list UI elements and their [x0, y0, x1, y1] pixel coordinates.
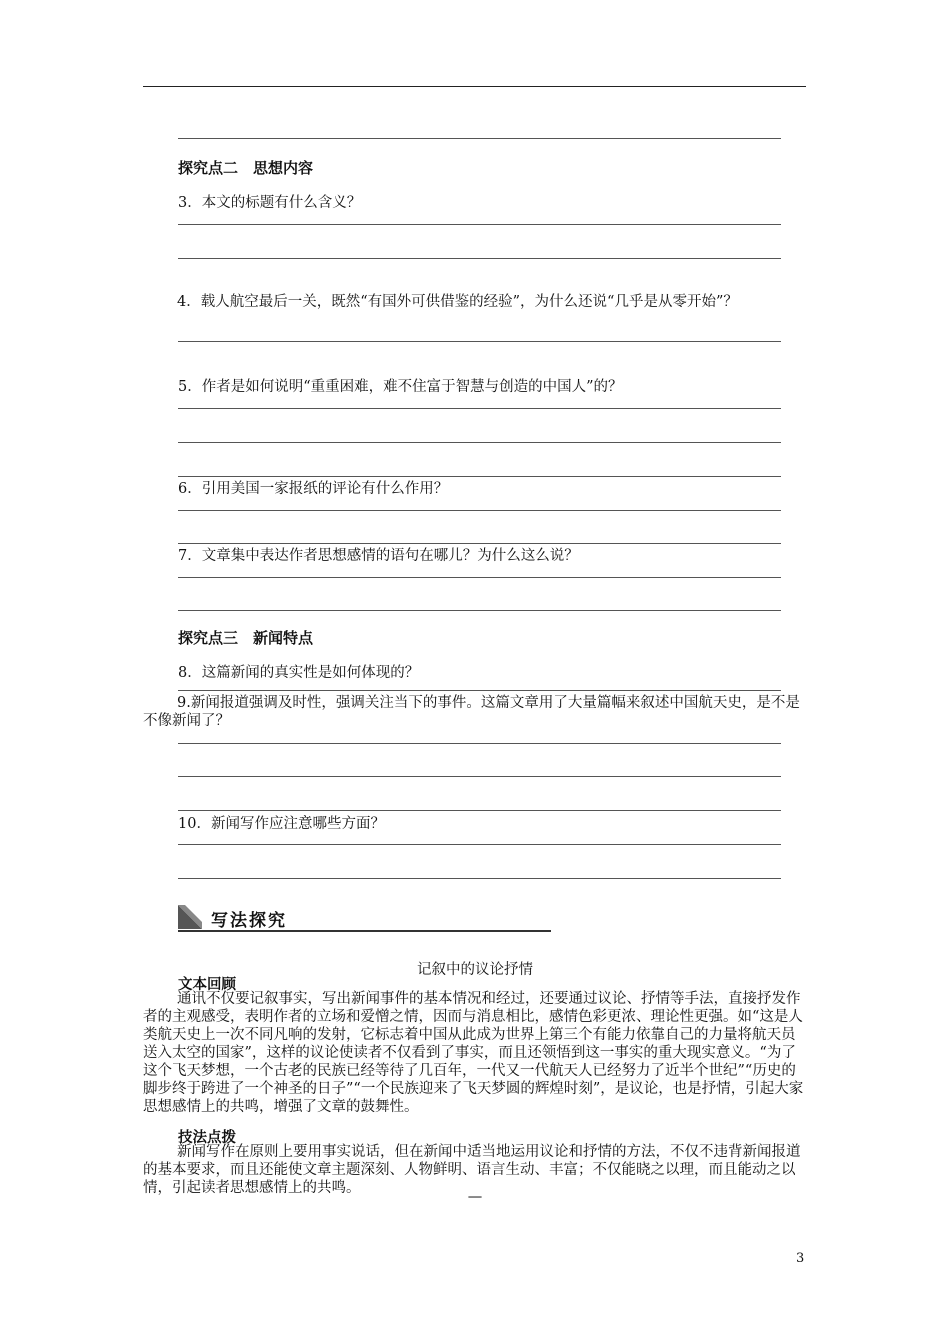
- answer-line: [178, 510, 781, 511]
- tips-paragraph: 新闻写作在原则上要用事实说话，但在新闻中适当地运用议论和抒情的方法，不仅不违背新闻报道的基本要求，而且还能使文章主题深刻、人物鲜明、语言生动、丰富；不仅能晓之以理，而且能动之以情，引起读者思想感情上的共鸣。: [143, 1144, 801, 1196]
- answer-line: [178, 844, 781, 845]
- question-5: 5．作者是如何说明“重重困难，难不住富于智慧与创造的中国人”的？: [178, 379, 623, 395]
- banner-underline: [178, 930, 551, 932]
- banner-title: 写法探究: [211, 911, 287, 931]
- answer-line: [178, 408, 781, 409]
- dash-mark: —: [467, 1189, 483, 1205]
- question-6: 6．引用美国一家报纸的评论有什么作用？: [178, 481, 449, 497]
- corner-triangle-icon: [178, 905, 202, 929]
- question-10: 10．新闻写作应注意哪些方面？: [178, 816, 385, 832]
- page-number: 3: [796, 1251, 805, 1266]
- question-4: 4．载人航空最后一关，既然“有国外可供借鉴的经验”，为什么还说“几乎是从零开始”？: [177, 294, 738, 310]
- section-banner: [178, 905, 551, 930]
- answer-line: [178, 690, 781, 691]
- question-8: 8．这篇新闻的真实性是如何体现的？: [178, 665, 420, 681]
- answer-line: [178, 341, 781, 342]
- answer-line: [178, 577, 781, 578]
- answer-line: [178, 610, 781, 611]
- answer-line: [178, 776, 781, 777]
- answer-line: [178, 442, 781, 443]
- review-paragraph: 通讯不仅要记叙事实，写出新闻事件的基本情况和经过，还要通过议论、抒情等手法，直接抒发作者的主观感受，表明作者的立场和爱憎之情，因而与消息相比，感情色彩更浓、理论性更强。如“这是人类航天史上一次不同凡响的发射，它标志着中国从此成为世界上第三个有能力依靠自己的力量将航天员送入太空的国家”，这样的议论使读者不仅看到了事实，而且还领悟到这一事实的重大现实意义。“为了这个飞天梦想，一个古老的民族已经等待了几百年，一代又一代航天人已经努力了近半个世纪”“历史的脚步终于跨进了一个神圣的日子”“一个民族迎来了飞天梦圆的辉煌时刻”，是议论，也是抒情，引起大家思想感情上的共鸣，增强了文章的鼓舞性。: [143, 991, 804, 1115]
- question-9: 9.新闻报道强调及时性，强调关注当下的事件。这篇文章用了大量篇幅来叙述中国航天史，是不是不像新闻了？: [143, 695, 800, 729]
- question-3: 3．本文的标题有什么含义？: [178, 195, 362, 211]
- answer-line: [178, 138, 781, 139]
- section-heading: 探究点三 新闻特点: [178, 629, 314, 647]
- tips-heading: 技法点拨: [178, 1130, 236, 1146]
- answer-line: [178, 224, 781, 225]
- subtitle: 记叙中的议论抒情: [417, 962, 533, 978]
- review-heading: 文本回顾: [178, 977, 236, 993]
- section-heading: 探究点二 思想内容: [178, 159, 314, 177]
- header-rule: [143, 86, 806, 87]
- answer-line: [178, 743, 781, 744]
- answer-line: [178, 878, 781, 879]
- answer-line: [178, 810, 781, 811]
- question-7: 7．文章集中表达作者思想感情的语句在哪儿？为什么这么说？: [178, 548, 579, 564]
- answer-line: [178, 258, 781, 259]
